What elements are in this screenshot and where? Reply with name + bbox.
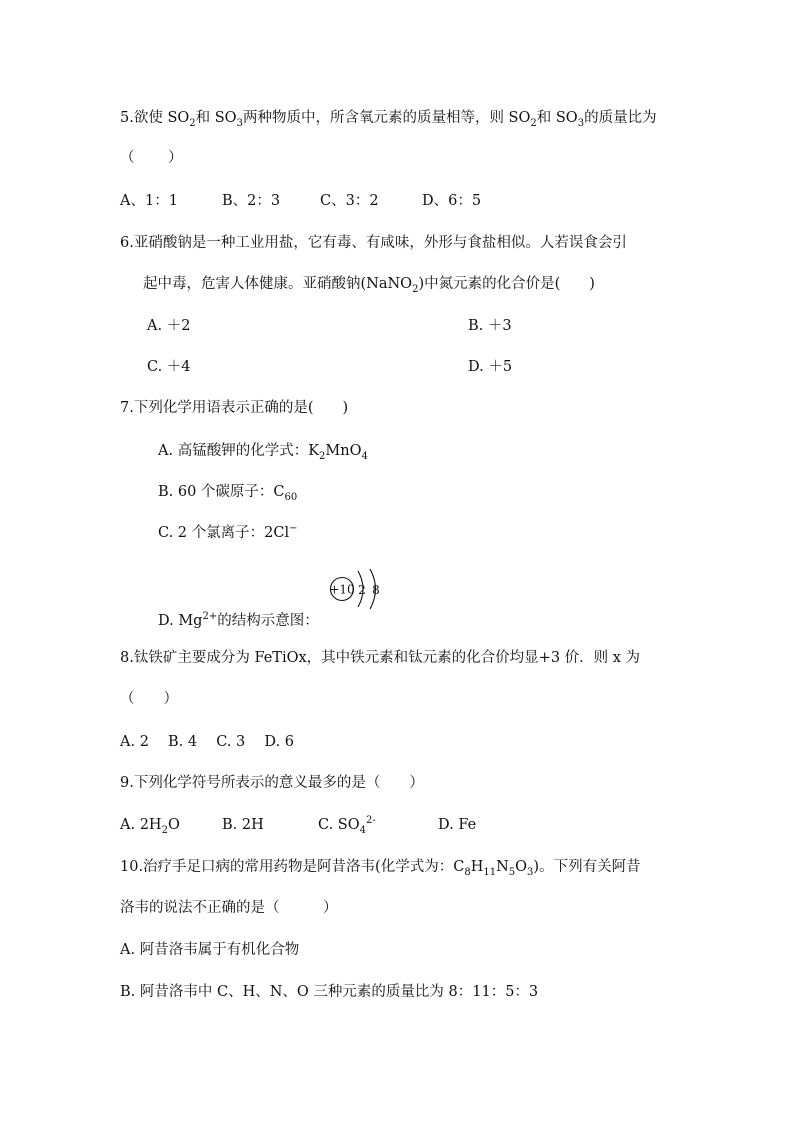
- q5-stem-part: 和 SO: [195, 110, 237, 126]
- q6-stem-part: )中氮元素的化合价是( ): [418, 276, 595, 292]
- subscript: 5: [508, 866, 516, 878]
- shell-electron-count: 8: [372, 583, 380, 597]
- subscript: 3: [236, 117, 243, 129]
- q10-stem-line1: [120, 857, 641, 877]
- q7-stem: 7.下列化学用语表示正确的是( ): [120, 400, 349, 416]
- q7-option-a-text: A. 高锰酸钾的化学式：K: [158, 443, 320, 459]
- subscript: 2: [412, 283, 419, 295]
- q5-stem-part: 5.欲使 SO: [120, 110, 190, 126]
- q5-answer-bracket: （ ）: [120, 150, 183, 166]
- atomic-structure-diagram: [325, 565, 389, 613]
- q9-option-d: D. Fe: [438, 817, 477, 833]
- q7-option-c-text: C. 2 个氯离子：2Cl: [158, 525, 290, 541]
- q7-option-c: [158, 523, 297, 543]
- subscript: 60: [284, 491, 298, 503]
- q7-option-d: [158, 611, 319, 631]
- superscript: −: [289, 523, 298, 535]
- subscript: 3: [527, 866, 534, 878]
- subscript: 2: [319, 450, 326, 462]
- subscript: 2: [189, 117, 196, 129]
- q9-option-c-text: C. SO: [318, 817, 360, 833]
- q9-option-a-text: O: [167, 817, 180, 833]
- subscript: 11: [483, 866, 497, 878]
- q5-stem-part: 和 SO: [536, 110, 578, 126]
- q10-stem-part: )。下列有关阿昔: [533, 859, 641, 875]
- q8-answer-bracket: （ ）: [120, 691, 178, 707]
- subscript: 4: [359, 824, 366, 836]
- q5-options: [0, 191, 794, 211]
- nucleus-charge: +10: [329, 582, 355, 597]
- q8-stem: 8.钛铁矿主要成分为 FeTiOx，其中铁元素和钛元素的化合价均显+3 价．则 x 为: [120, 650, 641, 666]
- q9-option-c: [318, 815, 376, 835]
- subscript: 8: [464, 866, 471, 878]
- q10-stem-part: H: [470, 859, 484, 875]
- q6-options-row1: [0, 316, 794, 336]
- q5-stem-part: 两种物质中，所含氧元素的质量相等，则 SO: [242, 110, 531, 126]
- q6-option-d: D. ＋5: [468, 359, 513, 375]
- q6-stem-line2: [143, 274, 595, 294]
- q7-option-d-text: 的结构示意图：: [217, 613, 319, 629]
- q10-stem-part: 10.治疗手足口病的常用药物是阿昔洛韦(化学式为：C: [120, 859, 465, 875]
- q9-option-a-text: A. 2H: [120, 817, 162, 833]
- q6-options-row2: [0, 357, 794, 377]
- q5-option-a: A、1：1: [120, 193, 178, 209]
- subscript: 4: [361, 450, 368, 462]
- q10-stem-part: O: [515, 859, 528, 875]
- superscript: 2-: [366, 815, 376, 827]
- q5-stem: [120, 108, 657, 128]
- subscript: 2: [161, 824, 168, 836]
- q9-options: [0, 815, 794, 835]
- q6-option-b: B. ＋3: [468, 318, 512, 334]
- q6-option-c: C. ＋4: [147, 359, 191, 375]
- q9-option-a: [120, 815, 180, 835]
- superscript: 2+: [202, 611, 218, 623]
- q5-option-b: B、2：3: [222, 193, 281, 209]
- q6-option-a: A. ＋2: [147, 318, 191, 334]
- q5-option-d: D、6：5: [422, 193, 482, 209]
- q6-stem-part: 起中毒，危害人体健康。亚硝酸钠(NaNO: [143, 276, 413, 292]
- subscript: 2: [530, 117, 537, 129]
- shell-electron-count: 2: [358, 583, 366, 597]
- q10-option-b: B. 阿昔洛韦中 C、H、N、O 三种元素的质量比为 8：11：5：3: [120, 984, 539, 1000]
- q7-option-b: [158, 482, 297, 502]
- q10-stem-part: N: [496, 859, 509, 875]
- q7-option-a-text: MnO: [325, 443, 362, 459]
- q9-stem: 9.下列化学符号所表示的意义最多的是（ ）: [120, 775, 424, 791]
- q5-stem-part: 的质量比为: [584, 110, 657, 126]
- q7-option-b-text: B. 60 个碳原子：C: [158, 484, 285, 500]
- q6-stem-line1: 6.亚硝酸钠是一种工业用盐，它有毒、有咸味，外形与食盐相似。人若误食会引: [120, 235, 627, 251]
- q9-option-b: B. 2H: [222, 817, 264, 833]
- q10-option-a: A. 阿昔洛韦属于有机化合物: [120, 942, 300, 958]
- q7-option-a: [158, 441, 368, 461]
- q5-option-c: C、3：2: [320, 193, 379, 209]
- q10-stem-line2: 洛韦的说法不正确的是（ ）: [120, 900, 338, 916]
- q8-options: A. 2 B. 4 C. 3 D. 6: [120, 734, 294, 750]
- q7-option-d-text: D. Mg: [158, 613, 203, 629]
- subscript: 3: [577, 117, 585, 129]
